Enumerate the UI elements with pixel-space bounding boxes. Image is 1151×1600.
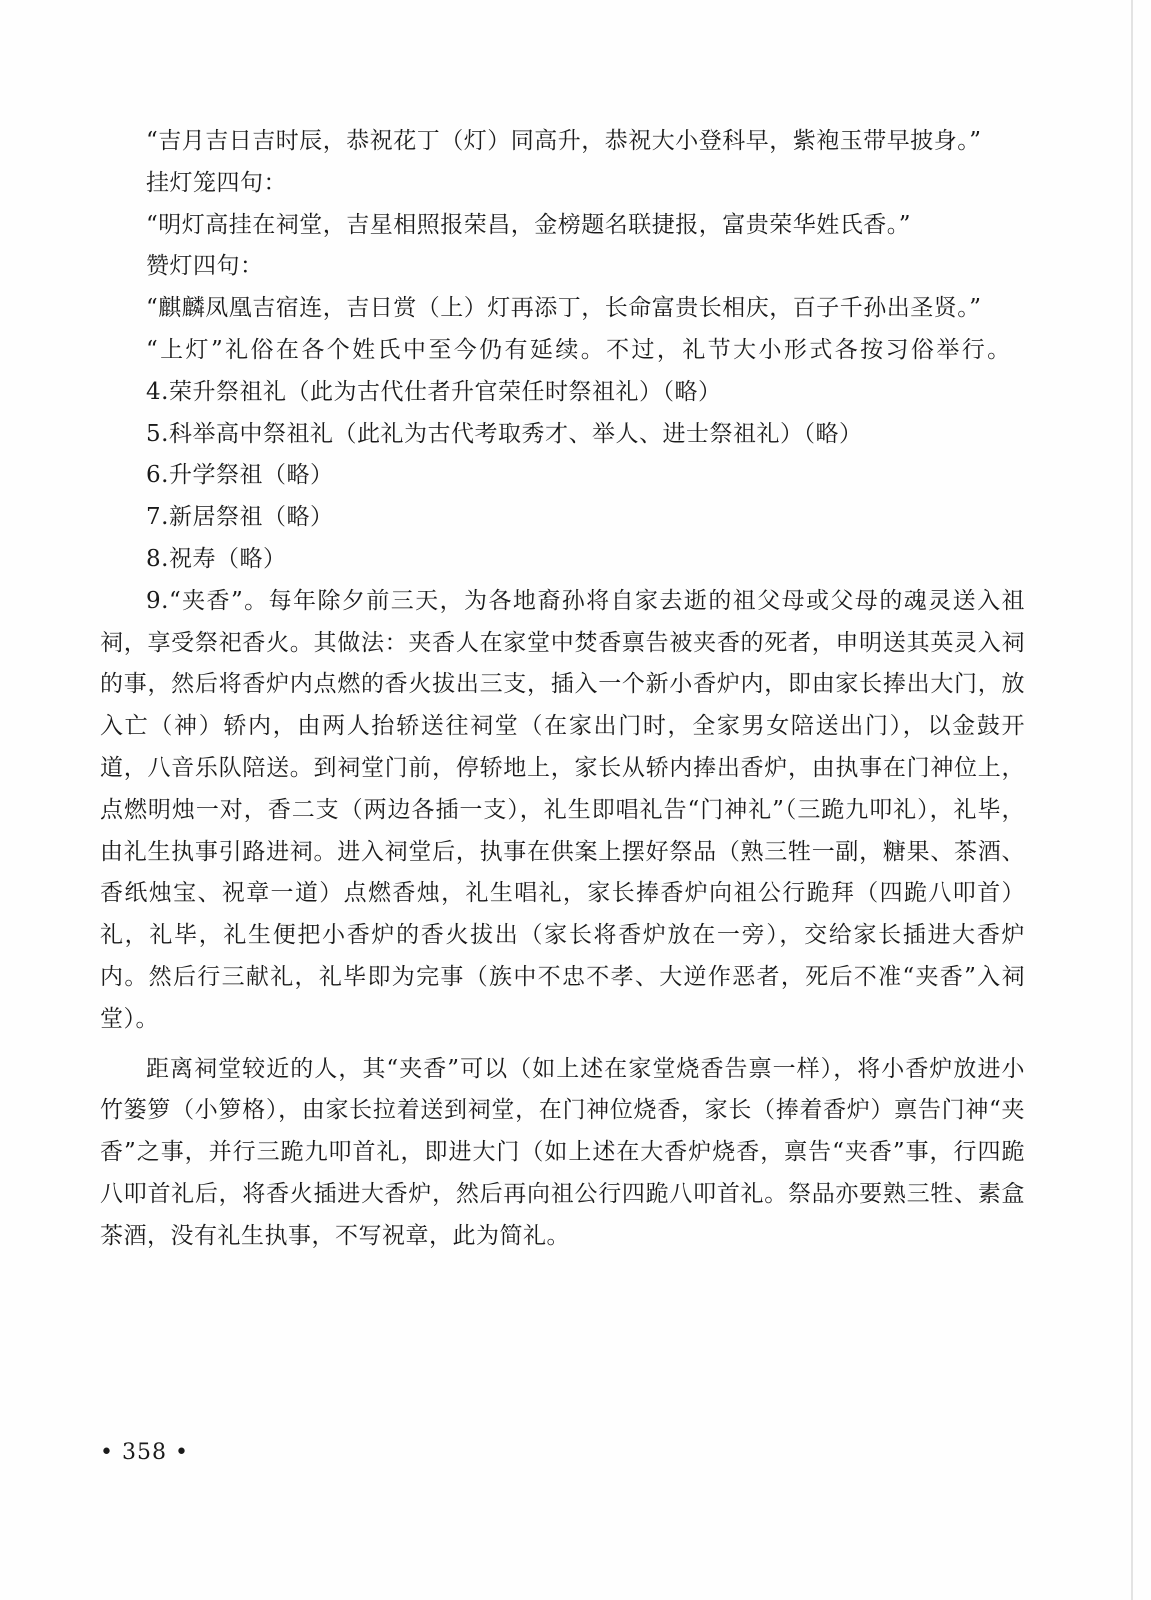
list-item: 8.祝寿（略） bbox=[146, 545, 287, 572]
body-paragraph: 9.“夹香”。每年除夕前三天，为各地裔孙将自家去逝的祖父母或父母的魂灵送入祖祠，享受祭祀香火。其做法：夹香人在家堂中焚香禀告被夹香的死者，申明送其英灵入祠的事，然后将香炉内点燃的香火拔出三支，插入一个新小香炉内，即由家长捧出大门，放入亡（神）轿内，由两人抬轿送往祠堂（在家出门时，全家男女陪送出门），以金鼓开道，八音乐队陪送。到祠堂门前，停轿地上，家长从轿内捧出香炉，由执事在门神位上，点燃明烛一对，香二支（两边各插一支），礼生即唱礼告“门神礼”（三跪九叩礼），礼毕，由礼生执事引路进祠。进入祠堂后，执事在供案上摆好祭品（熟三牲一副，糖果、茶酒、香纸烛宝、祝章一道）点燃香烛，礼生唱礼，家长捧香炉向祖公行跪拜（四跪八叩首）礼，礼毕，礼生便把小香炉的香火拔出（家长将香炉放在一旁），交给家长插进大香炉内。然后行三献礼，礼毕即为完事（族中不忠不孝、大逆作恶者，死后不准“夹香”入祠堂）。 bbox=[100, 587, 1025, 1032]
page-edge-shadow bbox=[1131, 0, 1133, 1600]
list-item: 5.科举高中祭祖礼（此礼为古代考取秀才、举人、进士祭祖礼）（略） bbox=[146, 420, 863, 447]
list-item: 7.新居祭祖（略） bbox=[146, 504, 334, 531]
heading-lantern-hanging: 挂灯笼四句： bbox=[146, 169, 287, 196]
body-paragraph: 距离祠堂较近的人，其“夹香”可以（如上述在家堂烧香告禀一样），将小香炉放进小竹篓箩（小箩格），由家长拉着送到祠堂，在门神位烧香，家长（捧着香炉）禀告门神“夹香”之事，并行三跪九叩首礼，即进大门（如上述在大香炉烧香，禀告“夹香”事，行四跪八叩首礼后，将香火插进大香炉，然后再向祖公行四跪八叩首礼。祭品亦要熟三牲、素盒茶酒，没有礼生执事，不写祝章，此为简礼。 bbox=[100, 1055, 1025, 1249]
couplet-paragraph: “麒麟凤凰吉宿连，吉日赏（上）灯再添丁，长命富贵长相庆，百子千孙出圣贤。” bbox=[146, 295, 982, 322]
page-number: • 358 • bbox=[100, 1440, 189, 1465]
list-item: 6.升学祭祖（略） bbox=[146, 462, 334, 489]
list-item: 4.荣升祭祖礼（此为古代仕者升官荣任时祭祖礼）（略） bbox=[146, 378, 722, 405]
couplet-paragraph: “明灯高挂在祠堂，吉星相照报荣昌，金榜题名联捷报，富贵荣华姓氏香。” bbox=[146, 211, 912, 238]
couplet-paragraph: “吉月吉日吉时辰，恭祝花丁（灯）同高升，恭祝大小登科早，紫袍玉带早披身。” bbox=[146, 128, 982, 154]
body-text bbox=[100, 121, 1025, 1258]
heading-lantern-praise: 赞灯四句： bbox=[146, 253, 264, 280]
body-paragraph: “上灯”礼俗在各个姓氏中至今仍有延续。不过，礼节大小形式各按习俗举行。 bbox=[146, 336, 1013, 363]
